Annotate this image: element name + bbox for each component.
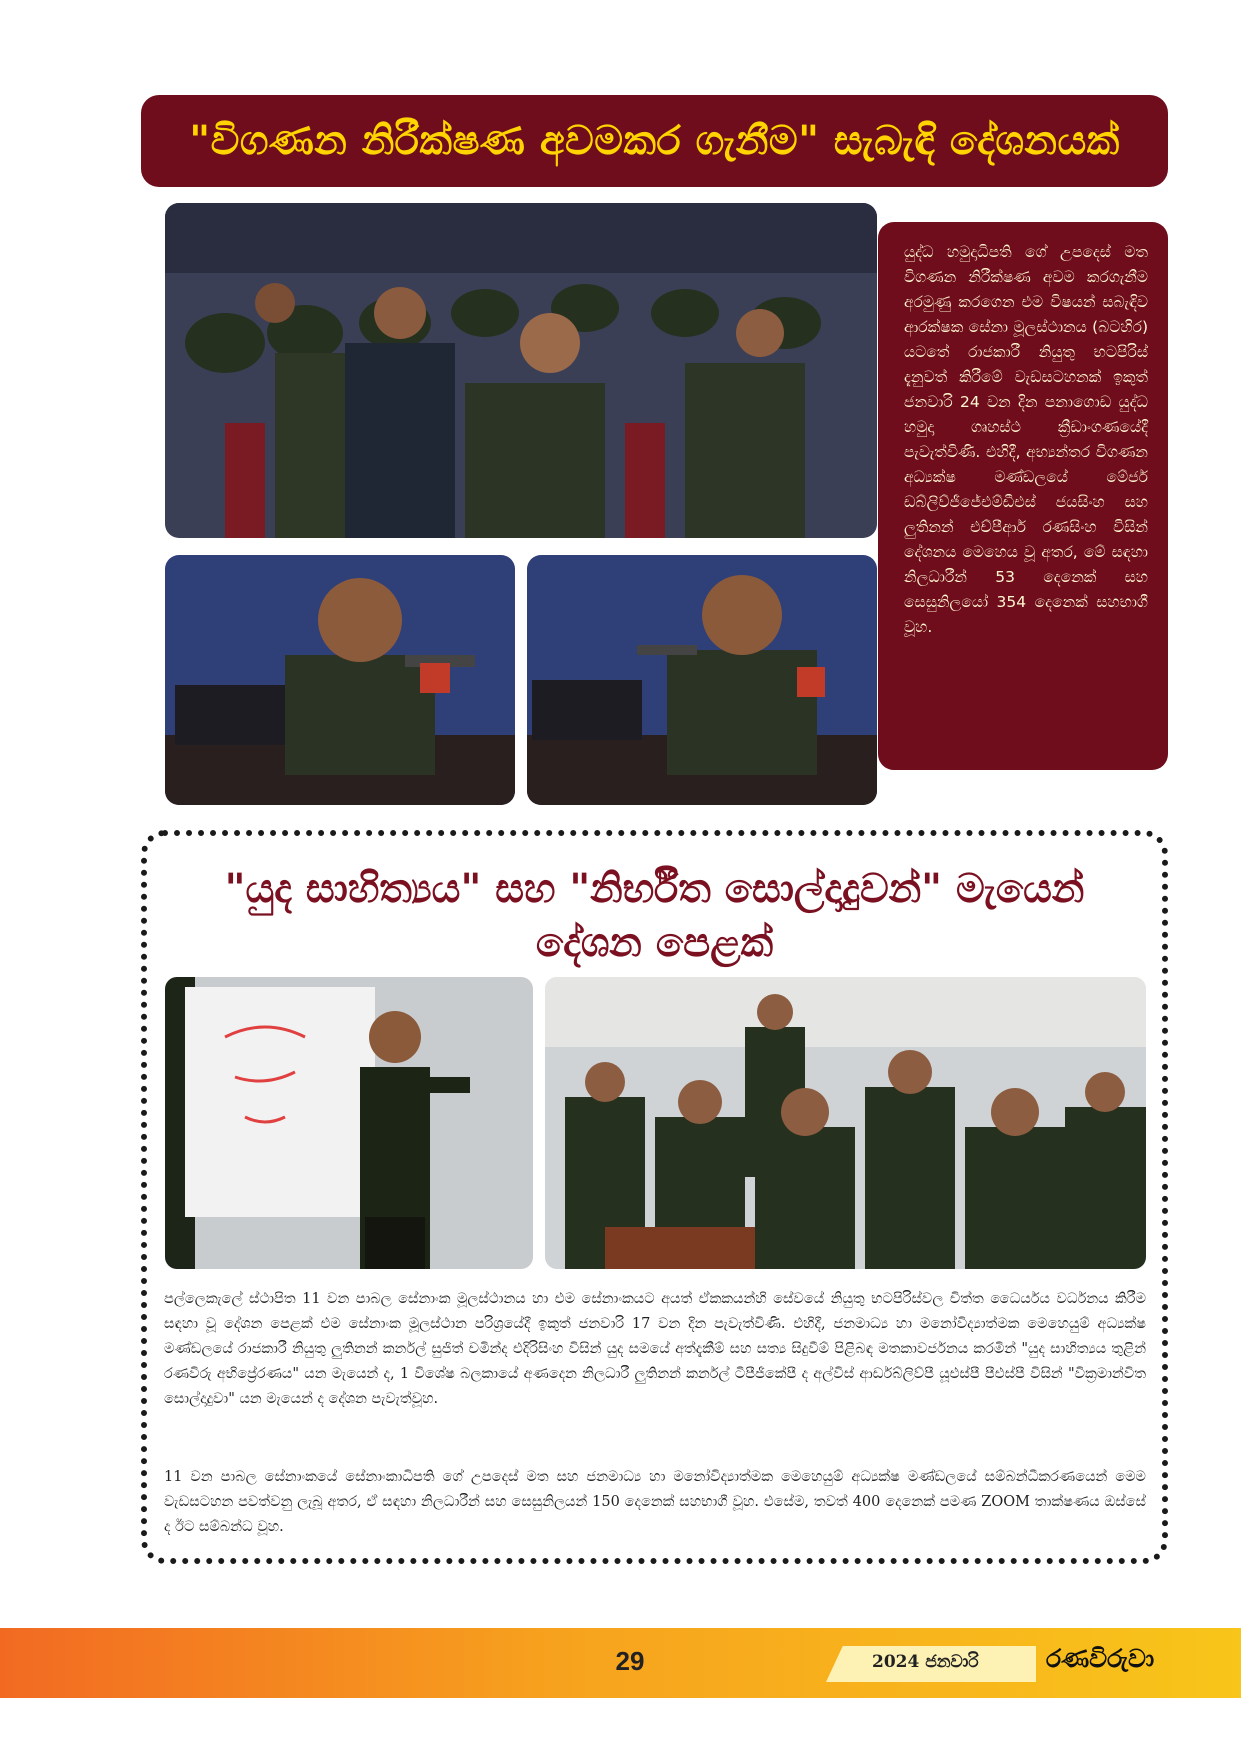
classroom-photo [545,977,1146,1269]
magazine-logo: රණවිරුවා [1046,1644,1155,1673]
audience-photo [165,203,877,538]
second-article-paragraph-2: 11 වන පාබල සේනාංකයේ සේනාංකාධිපති ගේ උපදෙස් මත සහ ජනමාධ්‍ය හා මනෝවිද්‍යාත්මක මෙහෙයුම් අධ්‍යක්ෂ මණ්ඩලයේ සම්බන්ධීකරණයෙන් මෙම වැඩසටහන පවත්වනු ලැබූ අතර, ඒ සඳහා නිලධාරීන් සහ සෙසුනිලයන් 150 දෙනෙක් සහභාගී වූහ. එසේම, තවත් 400 දෙනෙක් පමණ ZOOM තාක්ෂණය ඔස්සේ ද ඊට සම්බන්ධ වූහ. [164,1469,1146,1535]
second-article-title-line2: දේශන පෙළක් [535,920,774,966]
second-article-title-line1: "යුද සාහිත්‍යය" සහ "නිර්භීත සොල්දාදුවන්" මැයෙන් [224,866,1085,912]
speaker-photo [165,555,515,805]
issue-date: 2024 ජනවාරි [872,1652,979,1672]
page-number: 29 [615,1646,645,1676]
article-summary-text: යුද්ධ හමුදාධිපති ගේ උපදෙස් මත විගණන නිරීක්ෂණ අවම කරගැනීම අරමුණු කරගෙන එම විෂයන් සබැඳිව ආරක්ෂක සේනා මූලස්ථානය (බටහිර) යටතේ රාජකාරී නියුතු භටපිරිස් දැනුවත් කිරීමේ වැඩසටහනක් ඉකුත් ජනවාරි 24 වන දින පනාගොඩ යුද්ධ හමුදා ගෘහස්ථ ක්‍රීඩාංගණයේදී පැවැත්විණි. එහිදී, අභ්‍යන්තර විගණන අධ්‍යක්ෂ මණ්ඩලයේ මේජර් ඩබ්ලිව්ජීජේඑම්ඩීඑස් ජයසිංහ සහ ලුතිනන් එච්පීආර් රණසිංහ විසින් දේශනය මෙහෙය වූ අතර, මේ සඳහා නිලධාරීන් 53 දෙනෙක් සහ සෙසුනිලයෝ 354 දෙනෙක් සහභාගී වූහ. [904,243,1148,636]
second-article-paragraph-1: පල්ලෙකැලේ ස්ථාපිත 11 වන පාබල සේනාංක මූලස්ථානය හා එම සේනාංකයට අයත් ඒකකයන්හි සේවයේ නියුතු භටපිරිස්වල චිත්ත ධෛර්යය වර්ධනය කිරීම සඳහා වූ දේශන පෙළක් එම සේනාංක මූලස්ථාන පරිශ්‍රයේදී ඉකුත් ජනවාරි 17 වන දින පැවැත්විණි. එහිදී, ජනමාධ්‍ය හා මනෝවිද්‍යාත්මක මෙහෙයුම් අධ්‍යක්ෂ මණ්ඩලයේ රාජකාරී නියුතු ලුතිනන් කර්නල් සුජිත් චමින්ද එදිරිසිංහ විසින් යුද සමයේ අත්දැකීම් සහ සත්‍ය සිදුවීම් පිළිබඳ මතකාවර්ජනය කරමින් "යුද සාහිත්‍යය තුළින් රණවිරු අභිප්‍රේරණය" යන මැයෙන් ද, 1 විශේෂ බලකායේ අණදෙන නිලධාරී ලුතිනන් කර්නල් ටීපීජීකේපී ද අල්විස් ආර්ඩබ්ලිව්පී යූඑස්පී පීඑස්පී විසින් "වික්‍රමාන්විත සොල්දාදුවා" යන මැයෙන් ද දේශන පැවැත්වූහ. [164,1291,1146,1407]
whiteboard-photo [165,977,533,1269]
article-title-banner [141,95,1168,187]
speaker-photo [527,555,877,805]
article-summary-box [878,222,1168,770]
article-title: "විගණන නිරීක්ෂණ අවමකර ගැනීම" සැබැඳි දේශනයක් [189,118,1120,164]
second-article-title [141,862,1168,970]
